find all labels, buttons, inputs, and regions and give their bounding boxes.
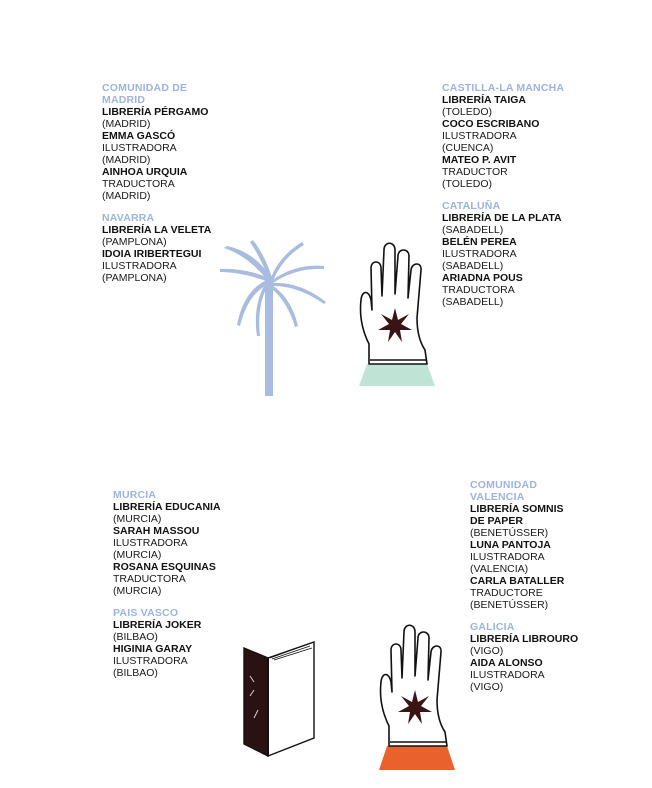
entry-detail: (PAMPLONA) [102,236,167,248]
block-castilla-cataluna [442,82,564,318]
entry-name: EMMA GASCÓ [102,130,176,142]
region-group [113,607,221,679]
entry-name: LIBRERÍA TAIGA [442,94,526,106]
entry-name: ROSANA ESQUINAS [113,561,216,573]
entry-detail: (SABADELL) [442,260,504,272]
region-group [442,200,564,308]
entry-detail: (MURCIA) [113,549,162,561]
entry-detail: (MADRID) [102,154,151,166]
hand-star-icon [377,620,461,772]
region-heading: COMUNIDAD DE [102,82,188,94]
entry-detail: ILUSTRADORA [113,537,188,549]
entry-name: LIBRERÍA LA VELETA [102,224,212,236]
entry-detail: (BENETÚSSER) [470,599,549,611]
entry-detail: (MURCIA) [113,585,162,597]
entry-detail: (VALENCIA) [470,563,529,575]
palm-tree-icon [218,238,340,396]
entry-detail: (SABADELL) [442,296,504,308]
entry-name: LIBRERÍA DE LA PLATA [442,212,562,224]
entry-name: AINHOA URQUIA [102,166,188,178]
region-heading: MADRID [102,94,146,106]
entry-detail: TRADUCTORA [102,178,175,190]
entry-name: MATEO P. AVIT [442,154,517,166]
entry-name: CARLA BATALLER [470,575,565,587]
entry-detail: (MADRID) [102,118,151,130]
entry-detail: TRADUCTOR [442,166,508,178]
entry-name: COCO ESCRIBANO [442,118,540,130]
entry-name: IDOIA IRIBERTEGUI [102,248,202,260]
entry-name: BELÉN PEREA [442,236,517,248]
entry-detail: (SABADELL) [442,224,504,236]
region-group [442,82,564,190]
entry-detail: (BILBAO) [113,667,158,679]
entry-name: HIGINIA GARAY [113,643,193,655]
entry-detail: (TOLEDO) [442,106,492,118]
entry-detail: (CUENCA) [442,142,494,154]
entry-detail: ILUSTRADORA [102,260,177,272]
region-heading: PAIS VASCO [113,607,179,619]
entry-detail: ILUSTRADORA [113,655,188,667]
entry-name: LIBRERÍA EDUCANIA [113,501,221,513]
region-group [113,489,221,597]
region-heading: CASTILLA-LA MANCHA [442,82,565,94]
region-group [102,82,211,202]
region-heading: GALICIA [470,621,515,633]
entry-name: LIBRERÍA LIBROURO [470,633,579,645]
entry-detail: (PAMPLONA) [102,272,167,284]
entry-detail: (TOLEDO) [442,178,492,190]
hand-star-icon [357,238,441,388]
entry-name: LIBRERÍA PÉRGAMO [102,106,209,118]
entry-detail: ILUSTRADORA [442,248,517,260]
entry-detail: (BENETÚSSER) [470,527,549,539]
block-valencia-galicia [470,479,578,703]
entry-name: DE PAPER [470,515,523,527]
entry-name: AIDA ALONSO [470,657,543,669]
region-heading: COMUNIDAD [470,479,538,491]
region-heading: MURCIA [113,489,157,501]
entry-detail: ILUSTRADORA [442,130,517,142]
entry-detail: (VIGO) [470,645,504,657]
entry-detail: (VIGO) [470,681,504,693]
region-group [470,621,578,693]
entry-name: LUNA PANTOJA [470,539,551,551]
region-heading: NAVARRA [102,212,155,224]
entry-detail: ILUSTRADORA [470,669,545,681]
entry-name: SARAH MASSOU [113,525,200,537]
region-group [470,479,578,611]
entry-name: ARIADNA POUS [442,272,523,284]
entry-name: LIBRERÍA SOMNIS [470,503,564,515]
entry-detail: (BILBAO) [113,631,158,643]
open-book-icon [240,636,320,758]
region-heading: VALENCIA [470,491,525,503]
block-murcia-paisvasco [113,489,221,689]
block-madrid-navarra [102,82,211,294]
entry-detail: ILUSTRADORA [470,551,545,563]
entry-detail: TRADUCTORA [442,284,515,296]
region-heading: CATALUÑA [442,200,501,212]
entry-detail: (MADRID) [102,190,151,202]
entry-detail: ILUSTRADORA [102,142,177,154]
entry-name: LIBRERÍA JOKER [113,619,202,631]
entry-detail: TRADUCTORE [470,587,543,599]
entry-detail: (MURCIA) [113,513,162,525]
entry-detail: TRADUCTORA [113,573,186,585]
region-group [102,212,211,284]
